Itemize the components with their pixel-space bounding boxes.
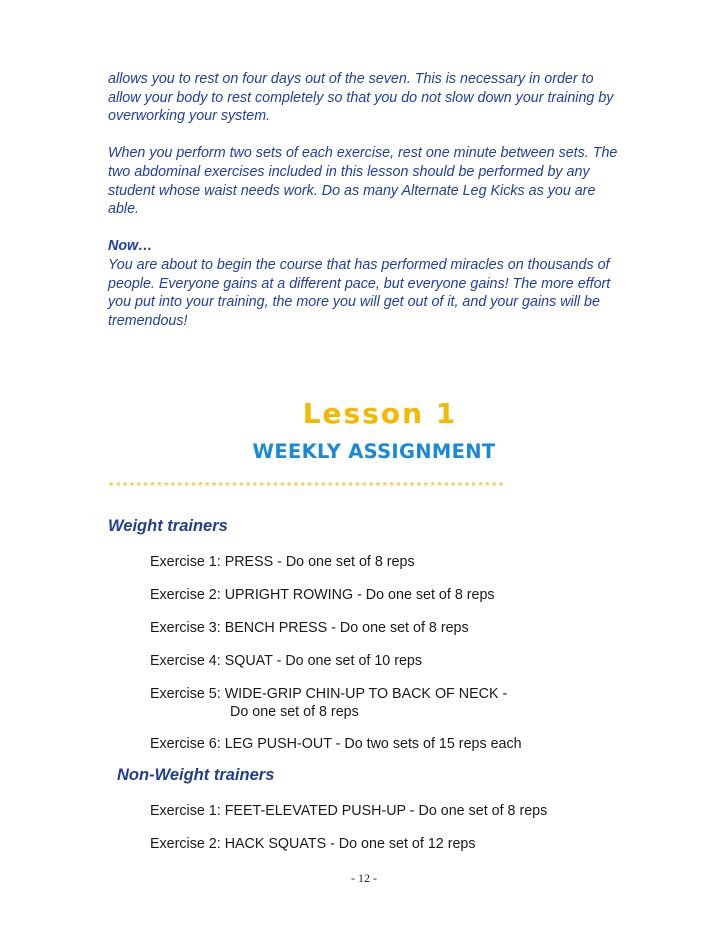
- weight-exercise-2: Exercise 2: UPRIGHT ROWING - Do one set of 8 reps: [150, 587, 495, 603]
- intro-text: [108, 70, 628, 349]
- now-heading: Now…: [108, 238, 153, 255]
- weekly-assignment-heading: WEEKLY ASSIGNMENT: [252, 440, 496, 463]
- weight-exercise-4: Exercise 4: SQUAT - Do one set of 10 reps: [150, 653, 423, 669]
- weight-exercise-1: Exercise 1: PRESS - Do one set of 8 reps: [150, 554, 415, 570]
- non-weight-exercise-1: Exercise 1: FEET-ELEVATED PUSH-UP - Do one set of 8 reps: [150, 803, 548, 819]
- intro-paragraph-2: When you perform two sets of each exercise, rest one minute between sets. The two abdominal exercises included in this lesson should be performed by any student whose waist needs work. Do as many Alternate Leg Kicks as you are able.: [108, 145, 618, 218]
- lesson-title: Lesson 1: [302, 397, 458, 430]
- non-weight-exercise-2: Exercise 2: HACK SQUATS - Do one set of 12 reps: [150, 836, 476, 852]
- weight-exercise-3: Exercise 3: BENCH PRESS - Do one set of 8 reps: [150, 620, 469, 636]
- weight-trainers-heading: Weight trainers: [108, 517, 228, 535]
- weight-exercise-5-line1: Exercise 5: WIDE-GRIP CHIN-UP TO BACK OF NECK -: [150, 686, 508, 702]
- non-weight-trainers-heading: Non-Weight trainers: [117, 766, 275, 784]
- intro-paragraph-3: You are about to begin the course that has performed miracles on thousands of people. Everyone gains at a different pace, but everyone gains! The more effort you put into your training, the more you will get out of it, and your gains will be tremendous!: [108, 256, 611, 329]
- page-number: - 12 -: [351, 871, 377, 885]
- intro-paragraph-1: allows you to rest on four days out of the seven. This is necessary in order to allow your body to rest completely so that you do not slow down your training by overworking your system.: [108, 71, 614, 125]
- weight-exercise-6: Exercise 6: LEG PUSH-OUT - Do two sets of 15 reps each: [150, 736, 522, 752]
- weight-exercise-5: [150, 685, 507, 721]
- weight-exercise-5-line2: Do one set of 8 reps: [230, 704, 359, 720]
- star-divider: **********************************************************: [108, 482, 505, 494]
